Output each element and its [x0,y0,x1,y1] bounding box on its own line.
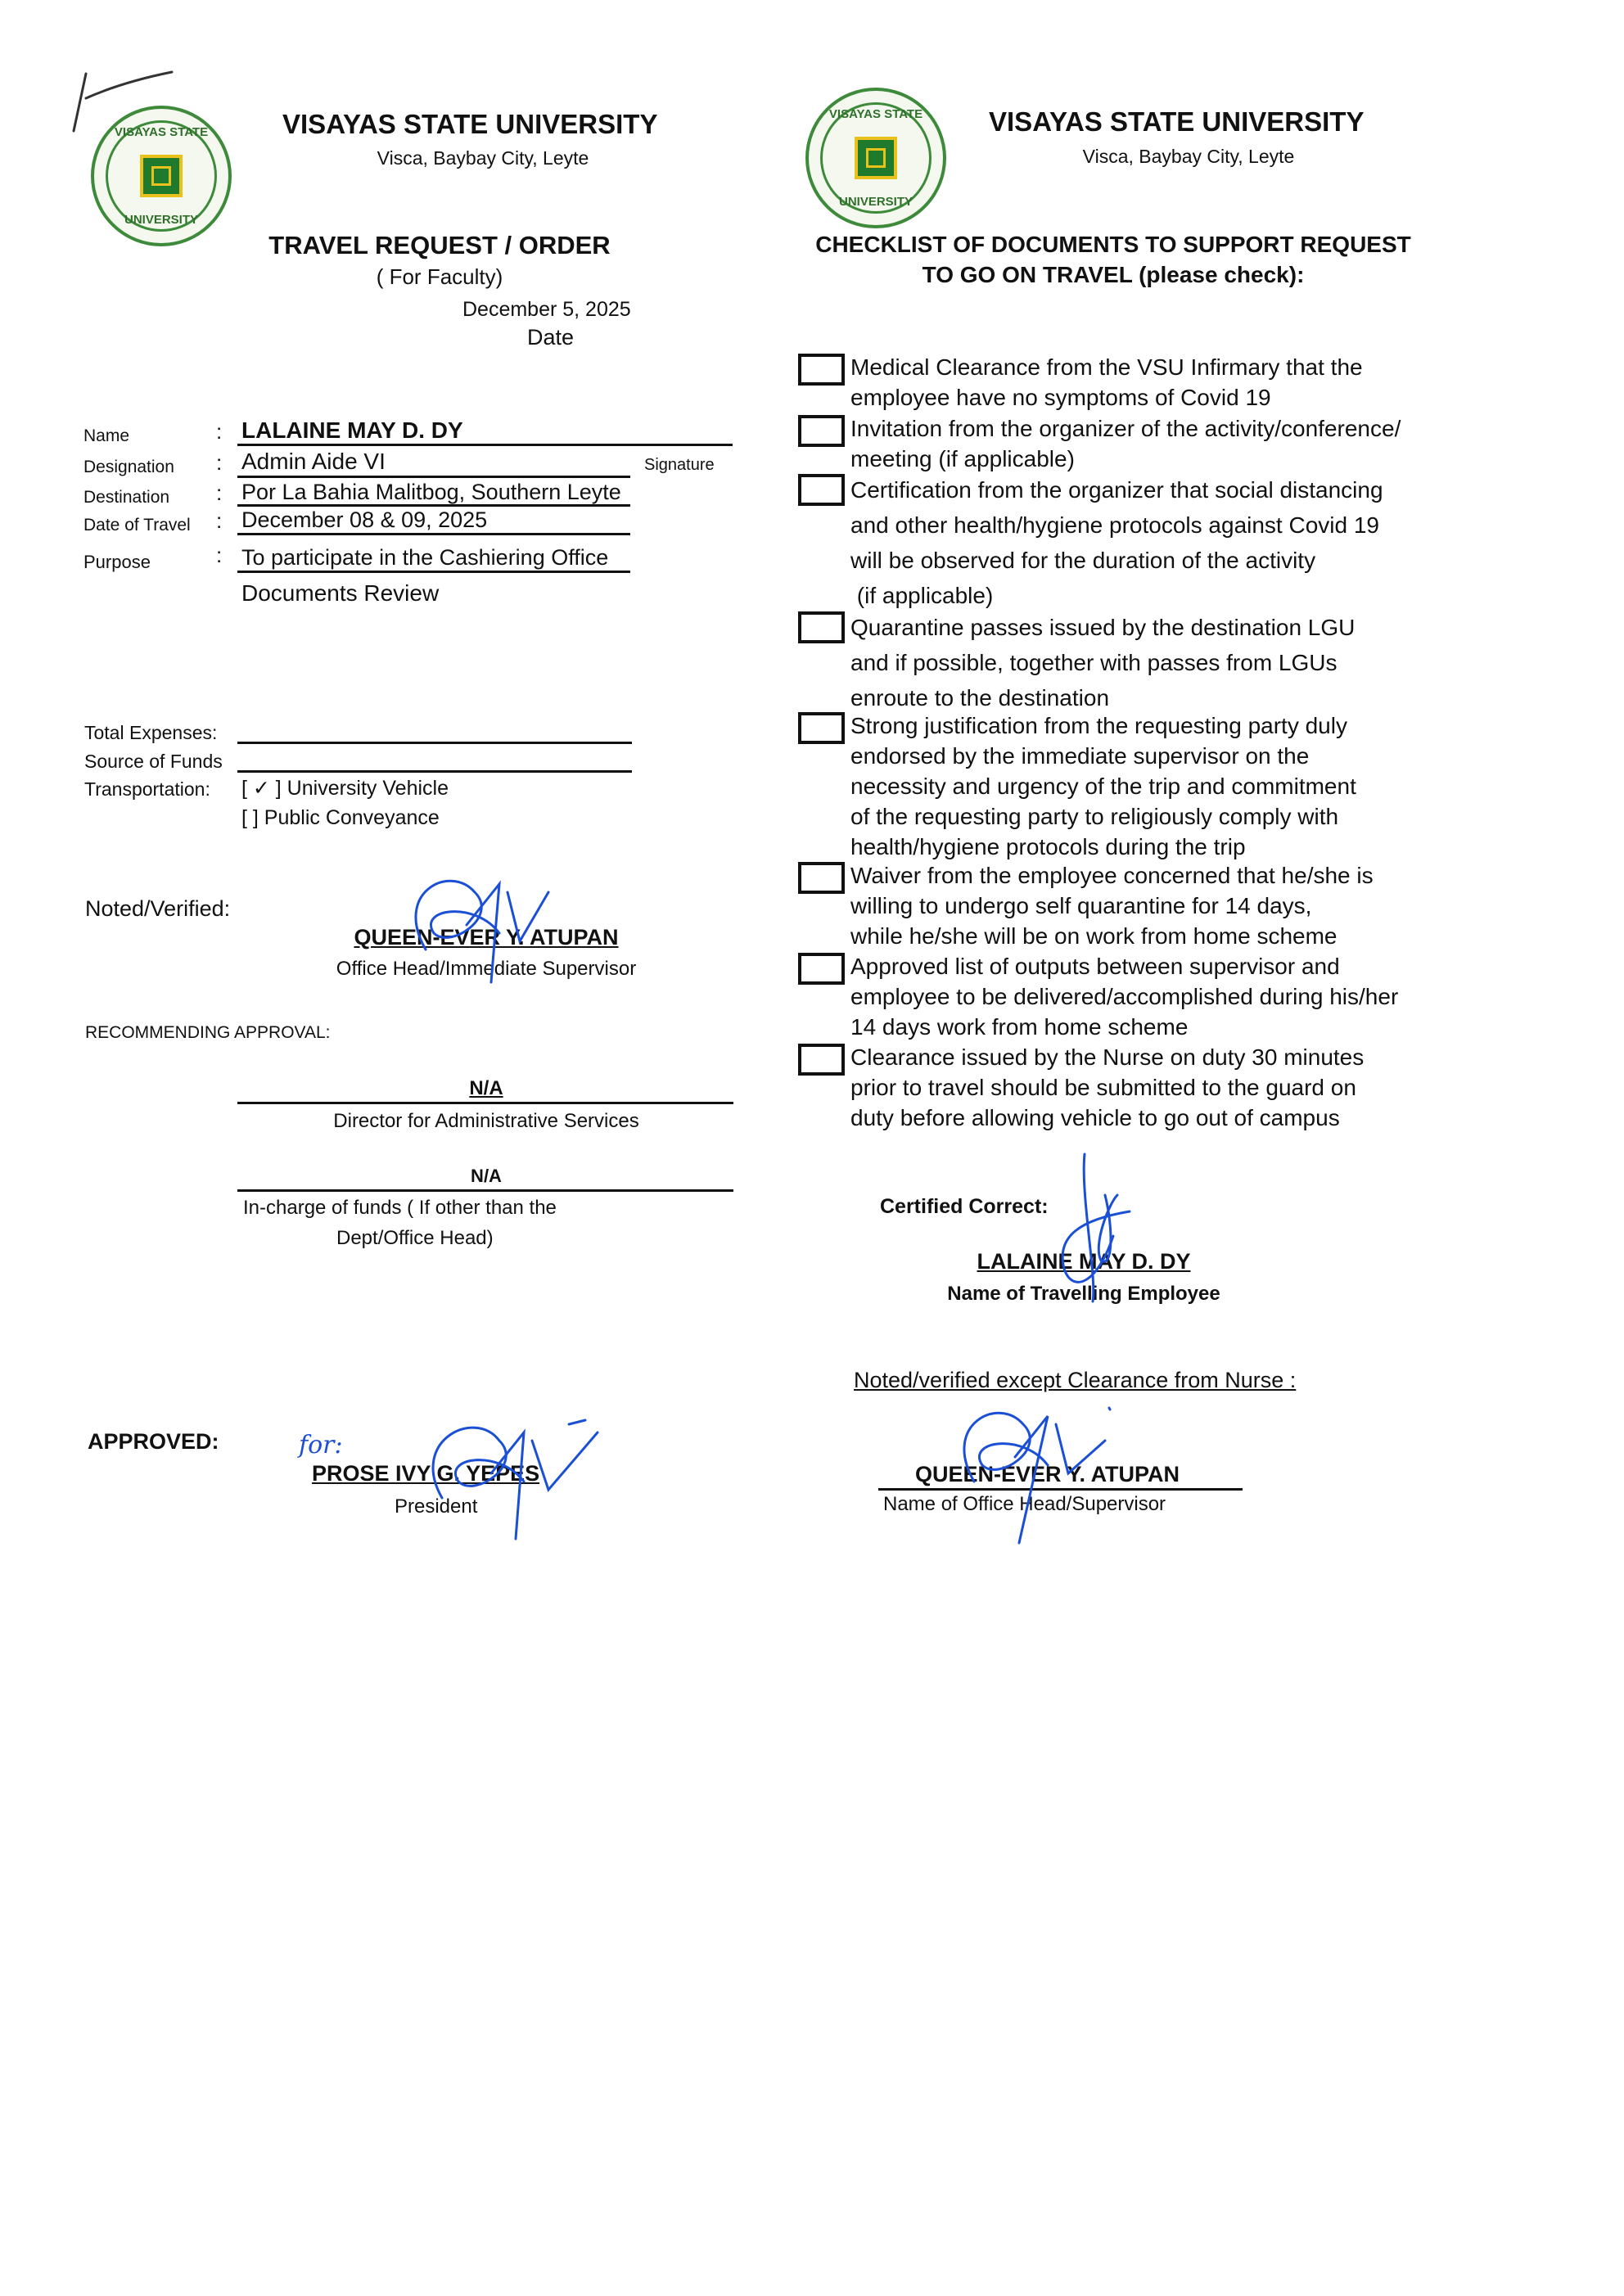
checklist-item-line: Clearance issued by the Nurse on duty 30 minutes [850,1044,1365,1070]
checklist-item-line: employee have no symptoms of Covid 19 [850,385,1271,410]
noted-verified-label: Noted/Verified: [85,896,231,921]
form-subtitle: ( For Faculty) [376,264,503,289]
checklist-item-line: meeting (if applicable) [850,446,1075,471]
checklist-item-line: Quarantine passes issued by the destination LGU [850,615,1356,640]
source-of-funds-label: Source of Funds [84,751,223,772]
university-address: Visca, Baybay City, Leyte [377,147,589,169]
checklist-checkbox[interactable] [798,415,845,447]
checklist-item-line: Strong justification from the requesting party duly [850,713,1347,738]
transport-option-university-vehicle[interactable]: [ ✓ ] University Vehicle [241,777,449,800]
checklist-item-line: Approved list of outputs between supervisor and [850,954,1340,979]
request-date: December 5, 2025 [462,298,631,321]
source-of-funds-underline [237,770,632,773]
colon: : [216,480,223,505]
supervisor-title: Name of Office Head/Supervisor [883,1493,1166,1515]
approved-label: APPROVED: [88,1429,219,1454]
checklist-item-line: endorsed by the immediate supervisor on the [850,743,1310,769]
designation-label: Designation [83,458,174,476]
date-of-travel-underline [237,533,630,535]
rec2-name: N/A [471,1166,502,1186]
colon: : [216,543,223,567]
approved-for-note: for: [299,1431,343,1459]
university-name: VISAYAS STATE UNIVERSITY [989,106,1365,137]
checklist-item-line: Medical Clearance from the VSU Infirmary that the [850,354,1363,380]
university-name: VISAYAS STATE UNIVERSITY [282,109,658,139]
checklist-title-line-2: TO GO ON TRAVEL (please check): [922,262,1305,287]
checklist-item-line: necessity and urgency of the trip and commitment [850,774,1356,799]
checklist-item-line: (if applicable) [850,583,994,608]
colon: : [216,450,223,475]
total-expenses-label: Total Expenses: [84,722,218,743]
checklist-item-line: employee to be delivered/accomplished during his/her [850,984,1399,1009]
checklist-item [850,1042,1364,1133]
employee-name: LALAINE MAY D. DY [977,1249,1191,1274]
checklist-item-line: Certification from the organizer that social distancing [850,477,1383,503]
checklist-item-line: while he/she will be on work from home scheme [850,923,1338,949]
checklist-item-line: duty before allowing vehicle to go out of campus [850,1105,1340,1130]
checklist-item-line: prior to travel should be submitted to the guard on [850,1075,1356,1100]
rec2-signature-line [237,1189,733,1192]
checklist-checkbox[interactable] [798,953,845,985]
name-underline [237,444,733,446]
destination-label: Destination [83,488,170,507]
checklist-checkbox[interactable] [798,862,845,894]
purpose-line-1[interactable]: To participate in the Cashiering Office [241,545,609,570]
checklist-item [850,610,1355,715]
supervisor-name: QUEEN-EVER Y. ATUPAN [915,1462,1180,1486]
rec1-signature-line [237,1102,733,1104]
checklist-item [850,860,1374,951]
checklist-item-line: and other health/hygiene protocols against Covid 19 [850,512,1379,538]
rec2-title-line-1: In-charge of funds ( If other than the [243,1197,557,1219]
destination-underline [237,504,630,507]
university-address: Visca, Baybay City, Leyte [1082,146,1295,167]
rec1-title: Director for Administrative Services [333,1110,639,1132]
noted-except-nurse-label: Noted/verified except Clearance from Nurse : [854,1368,1297,1392]
checklist-checkbox[interactable] [798,354,845,386]
approved-name: PROSE IVY G. YEPES [312,1461,540,1486]
employee-title: Name of Travelling Employee [947,1283,1220,1305]
checklist-item-line: Invitation from the organizer of the activity/conference/ [850,416,1401,441]
designation-value[interactable]: Admin Aide VI [241,449,386,474]
checklist-item-line: health/hygiene protocols during the trip [850,834,1246,859]
name-label: Name [83,426,130,445]
checklist-item [850,352,1363,413]
colon: : [216,419,223,444]
certified-correct-label: Certified Correct: [880,1195,1049,1218]
checklist-item [850,951,1398,1042]
form-title: TRAVEL REQUEST / ORDER [268,231,611,259]
checklist-item-line: willing to undergo self quarantine for 14 days, [850,893,1312,918]
checklist-item [850,472,1383,613]
date-of-travel-label: Date of Travel [83,516,191,535]
checklist-checkbox[interactable] [798,611,845,643]
checklist-item [850,710,1356,862]
designation-underline [237,476,630,478]
destination-value[interactable]: Por La Bahia Malitbog, Southern Leyte [241,480,621,504]
checklist-item-line: enroute to the destination [850,685,1110,710]
purpose-label: Purpose [83,552,151,572]
colon: : [216,508,223,533]
rec2-title-line-2: Dept/Office Head) [336,1227,494,1249]
approved-title: President [395,1495,478,1518]
date-of-travel-value[interactable]: December 08 & 09, 2025 [241,507,488,532]
checklist-item-line: of the requesting party to religiously comply with [850,804,1339,829]
checklist-item [850,413,1401,474]
rec1-name: N/A [469,1077,503,1099]
noted-name: QUEEN-EVER Y. ATUPAN [354,925,619,950]
date-label: Date [527,325,575,350]
checklist-item-line: will be observed for the duration of the activity [850,548,1316,573]
purpose-line-2[interactable]: Documents Review [241,580,440,606]
checklist-title-line-1: CHECKLIST OF DOCUMENTS TO SUPPORT REQUEST [815,232,1411,257]
supervisor-signature-line [878,1488,1243,1491]
transport-option-public-conveyance[interactable]: [ ] Public Conveyance [241,806,440,829]
checklist-checkbox[interactable] [798,712,845,744]
total-expenses-underline [237,742,632,744]
checklist-item-line: Waiver from the employee concerned that he/she is [850,863,1374,888]
noted-title: Office Head/Immediate Supervisor [336,958,637,980]
checklist-item-line: and if possible, together with passes from LGUs [850,650,1338,675]
name-value[interactable]: LALAINE MAY D. DY [241,417,463,443]
transportation-label: Transportation: [84,778,210,800]
checklist-item-line: 14 days work from home scheme [850,1014,1189,1040]
checklist-checkbox[interactable] [798,1044,845,1076]
purpose-underline [237,571,630,573]
recommending-approval-label: RECOMMENDING APPROVAL: [85,1023,331,1042]
checklist-checkbox[interactable] [798,474,845,506]
signature-label: Signature [644,456,715,474]
university-logo: VISAYAS STATE UNIVERSITY [805,88,946,228]
university-logo: VISAYAS STATE UNIVERSITY [91,106,232,246]
